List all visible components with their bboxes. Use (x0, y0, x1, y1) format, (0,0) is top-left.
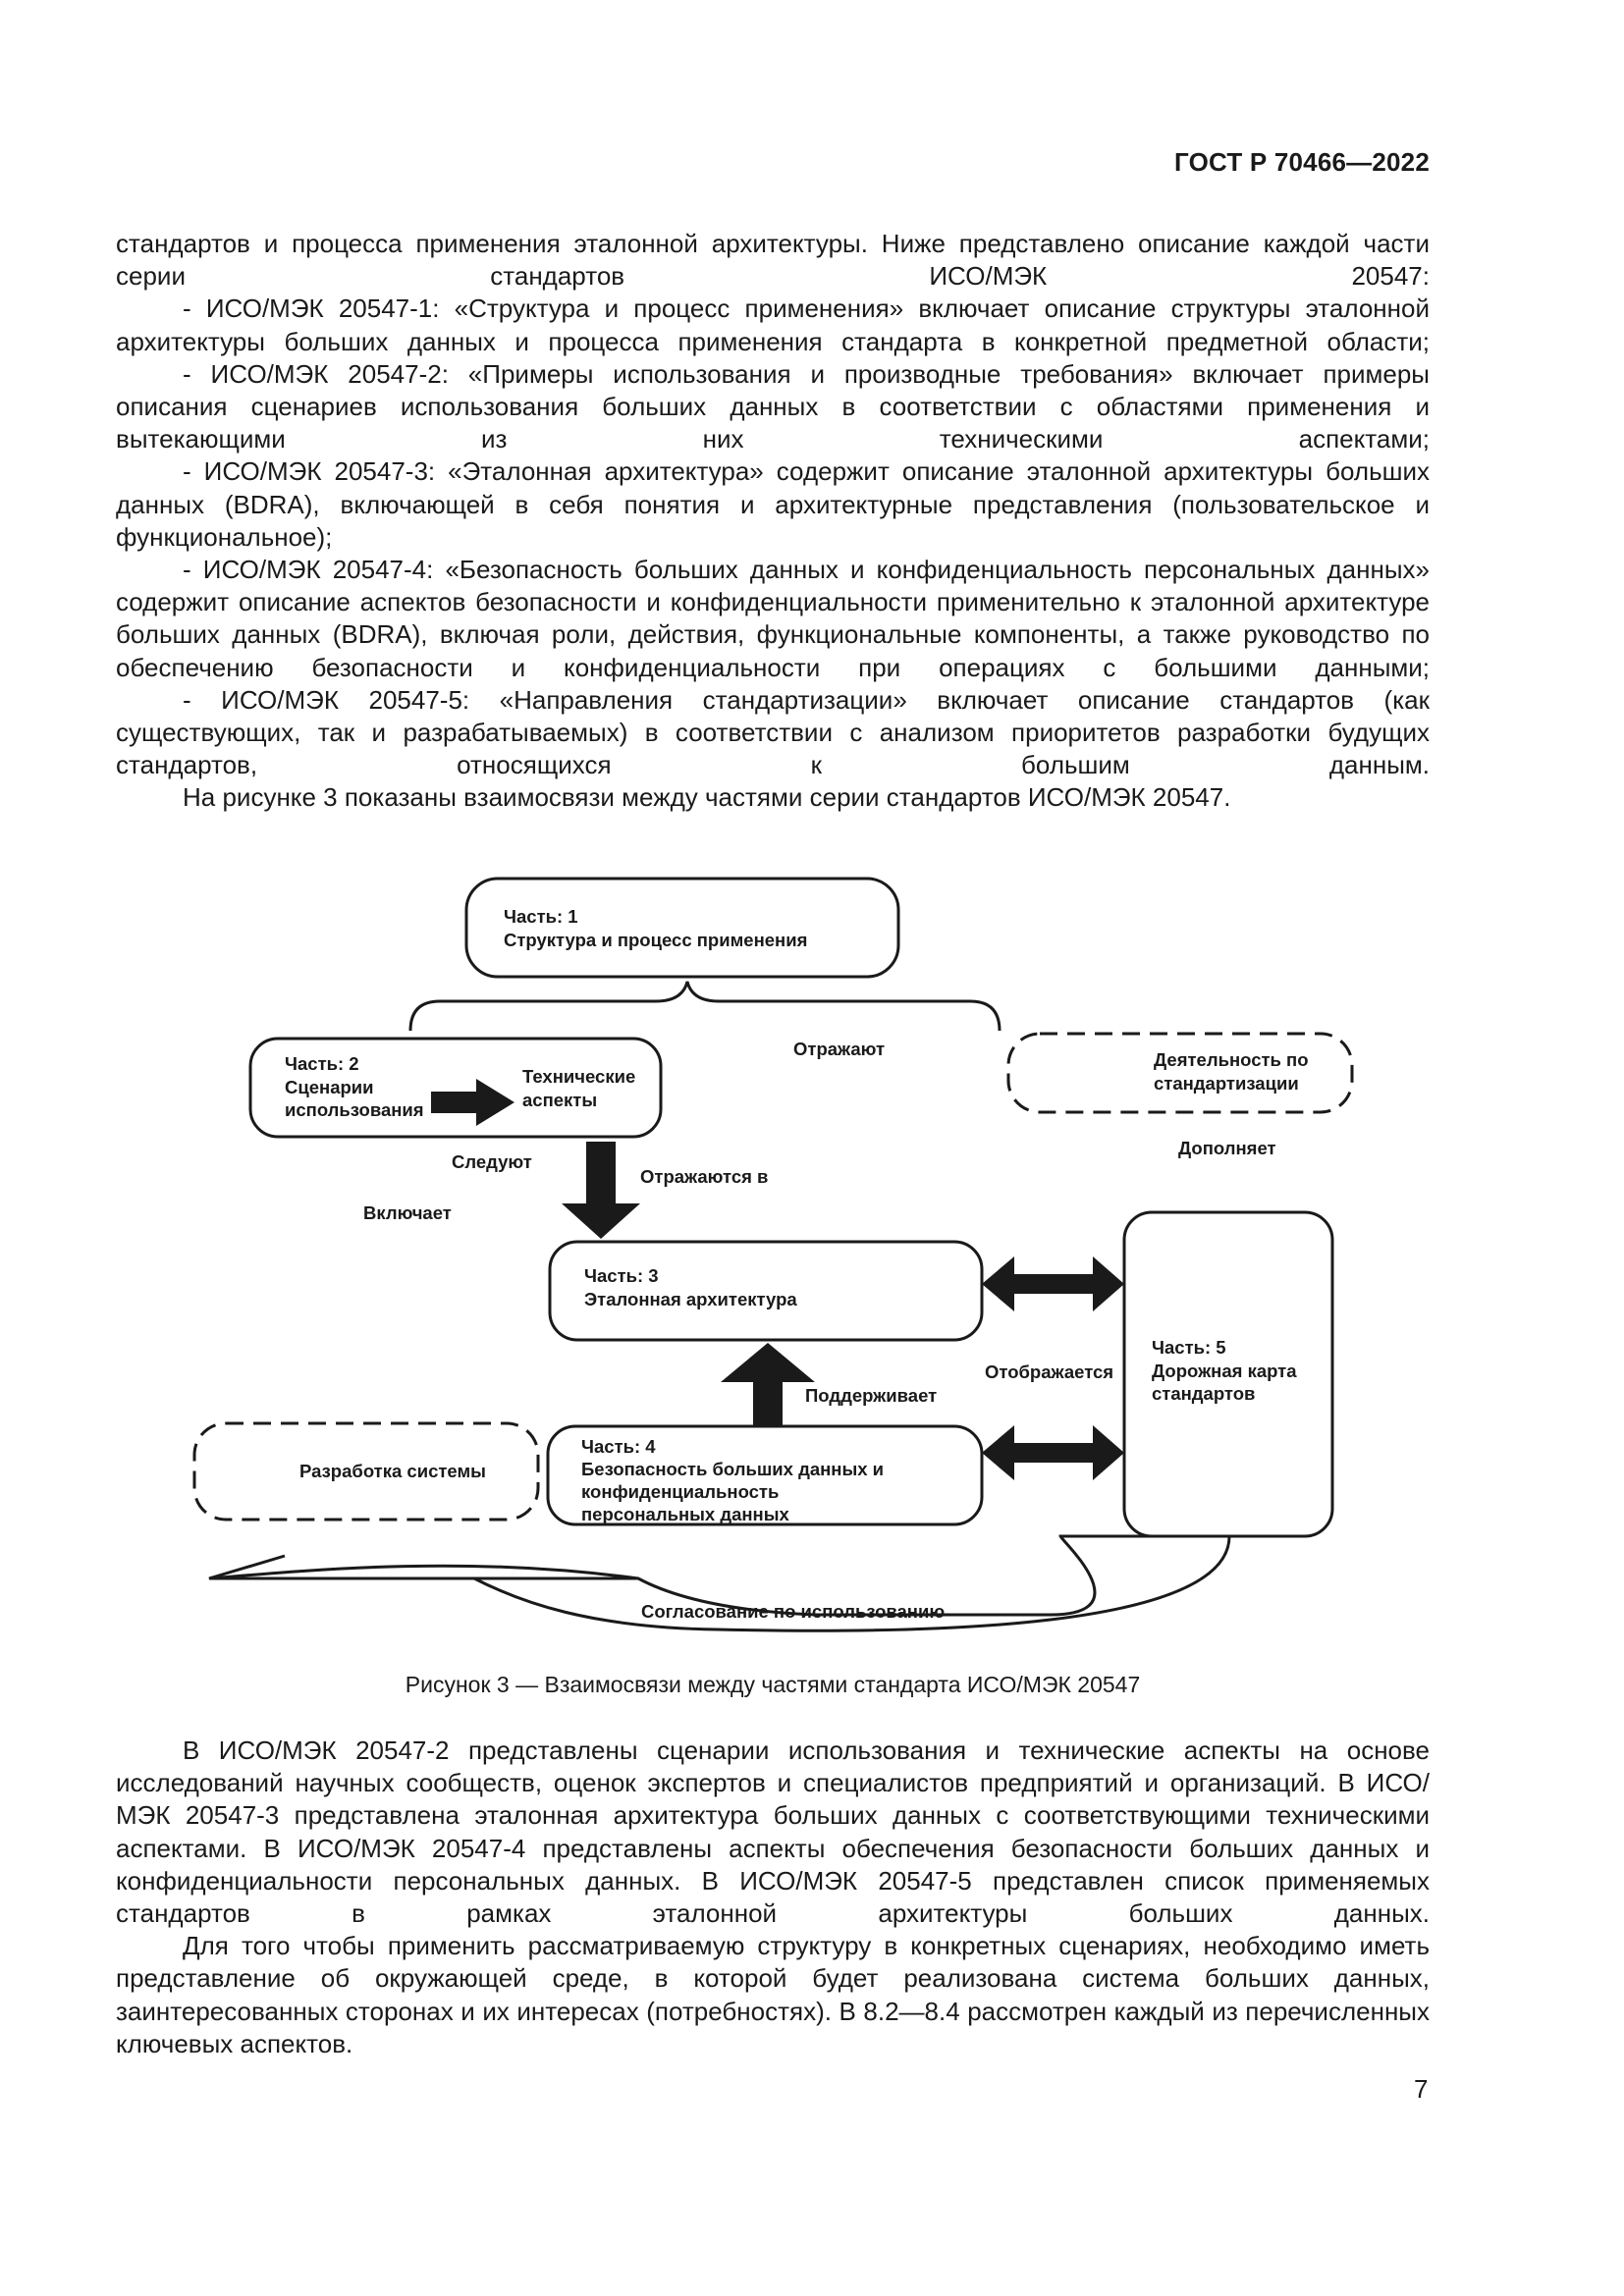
label-supports: Поддерживает (805, 1385, 938, 1406)
page-number: 7 (1414, 2074, 1429, 2104)
label-complements: Дополняет (1178, 1138, 1276, 1158)
part4-line2: конфиденциальность (581, 1481, 780, 1502)
system-dev-text: Разработка системы (299, 1461, 486, 1481)
top-text (116, 228, 1430, 815)
brace (410, 982, 1000, 1031)
paragraph-part2: - ИСО/МЭК 20547-2: «Примеры использования и производные требования» включает примеры описания сценариев использования больших данных в соответствии с областями применения и вытекающими из них техническими аспектами; (116, 358, 1430, 454)
part5-title: Часть: 5 (1152, 1337, 1226, 1358)
label-reflected-in: Отражаются в (640, 1166, 769, 1187)
part4-line1: Безопасность больших данных и (581, 1459, 885, 1479)
part3-title: Часть: 3 (584, 1265, 659, 1286)
paragraph-part4: - ИСО/МЭК 20547-4: «Безопасность больших данных и конфиденциальность персональных данных» содержит описание аспектов безопасности и конфиденциальности применительно к эталонной архитектуре больших данных (BDRA), включая роли, действия, функциональные компоненты, а также руководство по обеспечению безопасности и конфиденциальности при операциях с большими данными; (116, 555, 1430, 682)
part1-text: Структура и процесс применения (504, 930, 808, 950)
part1-title: Часть: 1 (504, 906, 578, 927)
paragraph-application: Для того чтобы применить рассматриваемую структуру в конкретных сценариях, необходимо иметь представление об окружающей среде, в которой будет реализована система больших данных, заинтересованных сторонах и их интересах (потребностях). В 8.2—8.4 рассмотрен каждый из перечисленных ключевых аспектов. (116, 1931, 1430, 2058)
activity-line1: Деятельность по (1154, 1049, 1309, 1070)
part2-line1: Сценарии (285, 1077, 374, 1097)
label-reflect: Отражают (793, 1039, 886, 1059)
label-follow: Следуют (452, 1151, 532, 1172)
part5-line2: стандартов (1152, 1383, 1256, 1404)
paragraph-part5: - ИСО/МЭК 20547-5: «Направления стандартизации» включает описание стандартов (как существующих, так и разрабатываемых) в соответствии с анализом приоритетов разработки будущих стандартов, относящихся к большим данным. (116, 684, 1430, 780)
part2-line2: использования (285, 1099, 424, 1120)
paragraph-part1: - ИСО/МЭК 20547-1: «Структура и процесс применения» включает описание структуры эталонной архитектуры больших данных и процесса применения стандарта в конкретной предметной области; (116, 294, 1430, 356)
part1-box (466, 879, 898, 977)
double-arrow-bottom (982, 1425, 1124, 1480)
figure-caption: Рисунок 3 — Взаимосвязи между частями стандарта ИСО/МЭК 20547 (405, 1672, 1141, 1697)
part2-title: Часть: 2 (285, 1053, 359, 1074)
label-displayed: Отображается (985, 1362, 1114, 1382)
paragraph-intro: стандартов и процесса применения эталонной архитектуры. Ниже представлено описание каждой части серии стандартов ИСО/МЭК 20547: (116, 229, 1430, 292)
part2-tech2: аспекты (522, 1090, 598, 1110)
double-arrow-top (982, 1256, 1124, 1311)
part3-text: Эталонная архитектура (584, 1289, 797, 1309)
activity-line2: стандартизации (1154, 1073, 1299, 1094)
part4-title: Часть: 4 (581, 1436, 656, 1457)
document-code: ГОСТ Р 70466—2022 (1174, 147, 1430, 177)
up-arrow (721, 1343, 815, 1426)
part2-tech1: Технические (522, 1066, 636, 1087)
label-agreement: Согласование по использованию (641, 1601, 946, 1622)
part4-line3: персональных данных (581, 1504, 789, 1524)
label-includes: Включает (363, 1202, 452, 1223)
paragraph-part3: - ИСО/МЭК 20547-3: «Эталонная архитектура» содержит описание эталонной архитектуры больших данных (BDRA), включающей в себя понятия и архитектурные представления (пользовательское и функциональное); (116, 456, 1430, 552)
relationship-diagram (177, 864, 1355, 1649)
paragraph-summary: В ИСО/МЭК 20547-2 представлены сценарии использования и технические аспекты на основе исследований научных сообществ, оценок экспертов и специалистов предприятий и организаций. В ИСО/МЭК 20547-3 представлена эталонная архитектура больших данных с соответствующими техническими аспектами. В ИСО/МЭК 20547-4 представлены аспекты обеспечения безопасности больших данных и конфиденциальности персональных данных. В ИСО/МЭК 20547-5 представлен список применяемых стандартов в рамках эталонной архитектуры больших данных. (116, 1735, 1430, 1929)
paragraph-figure-ref: На рисунке 3 показаны взаимосвязи между частями серии стандартов ИСО/МЭК 20547. (183, 782, 1231, 813)
bottom-text (116, 1735, 1430, 2060)
down-arrow (562, 1142, 640, 1239)
part5-line1: Дорожная карта (1152, 1361, 1297, 1381)
